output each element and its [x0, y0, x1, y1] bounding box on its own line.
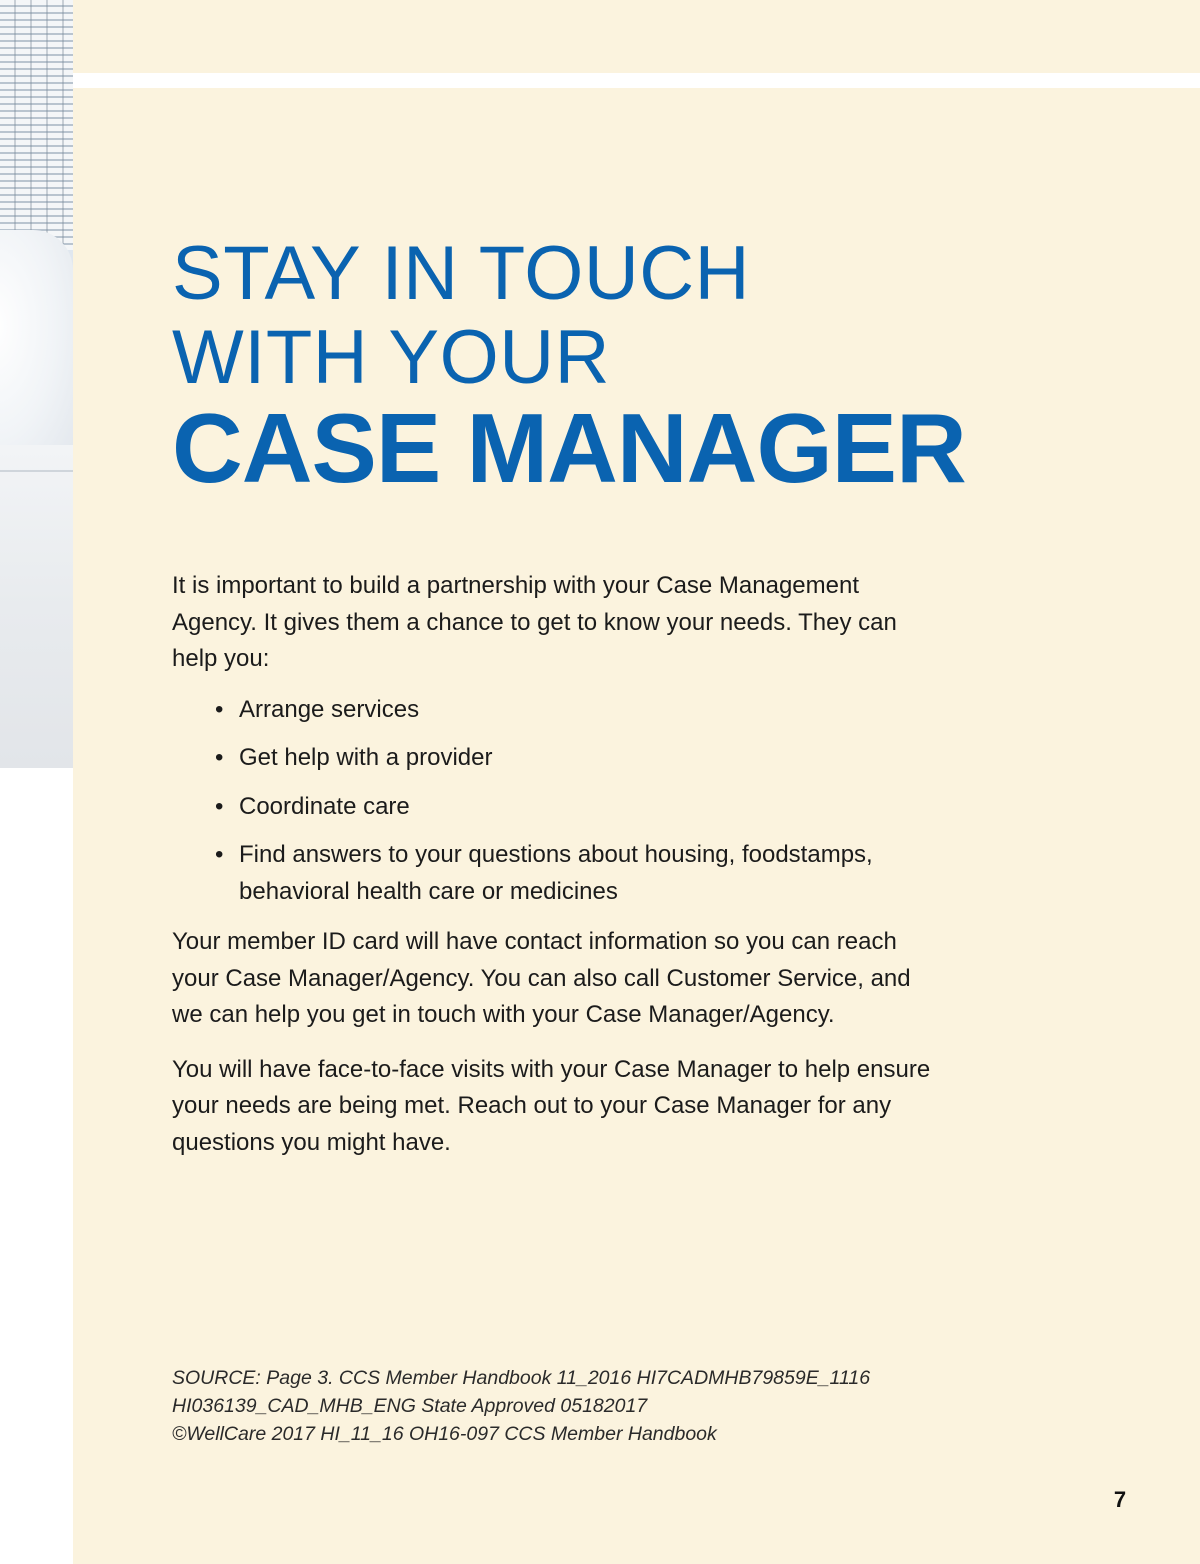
- title-line-2: WITH YOUR: [172, 315, 610, 400]
- source-line-2: HI036139_CAD_MHB_ENG State Approved 05182017: [172, 1395, 648, 1417]
- photo-strip: [0, 0, 73, 768]
- page-title: [172, 231, 1072, 503]
- desk-image: [0, 445, 73, 768]
- list-item: [172, 837, 932, 910]
- source-line-1: SOURCE: Page 3. CCS Member Handbook 11_2016 HI7CADMHB79859E_1116: [172, 1367, 871, 1389]
- top-band: [73, 0, 1200, 73]
- bullet-icon: •: [215, 792, 224, 820]
- person-coat-image: [0, 230, 73, 470]
- title-line-1: STAY IN TOUCH: [172, 231, 751, 316]
- list-item-text: Arrange services: [239, 695, 420, 723]
- page-number: 7: [1113, 1487, 1127, 1512]
- bullet-icon: •: [215, 841, 224, 868]
- list-item: [172, 692, 932, 729]
- list-item: [172, 789, 932, 826]
- desk-edge: [0, 470, 73, 472]
- bullet-icon: •: [215, 695, 224, 723]
- visits-paragraph: You will have face-to-face visits with your Case Manager to help ensure your needs are being met. Reach out to your Case Manager for any questions you might have.: [172, 1055, 931, 1156]
- list-item-text: Find answers to your questions about housing, foodstamps, behavioral health care or medicines: [239, 841, 873, 905]
- source-note: [172, 1364, 932, 1448]
- contact-paragraph: Your member ID card will have contact information so you can reach your Case Manager/Agency. You can also call Customer Service, and we can help you get in touch with your Case Manager/Agency.: [172, 928, 911, 1028]
- top-divider: [73, 73, 1200, 88]
- body-text: [172, 568, 932, 1161]
- help-list: [172, 692, 932, 911]
- list-item-text: Get help with a provider: [239, 744, 493, 771]
- title-line-3: CASE MANAGER: [172, 393, 966, 503]
- list-item-text: Coordinate care: [239, 792, 410, 820]
- source-line-3: ©WellCare 2017 HI_11_16 OH16-097 CCS Member Handbook: [172, 1423, 717, 1445]
- list-item: [172, 740, 932, 777]
- intro-paragraph: It is important to build a partnership with your Case Management Agency. It gives them a chance to get to know your needs. They can help you:: [172, 572, 897, 672]
- bullet-icon: •: [215, 744, 224, 771]
- window-frame-image: [0, 0, 73, 250]
